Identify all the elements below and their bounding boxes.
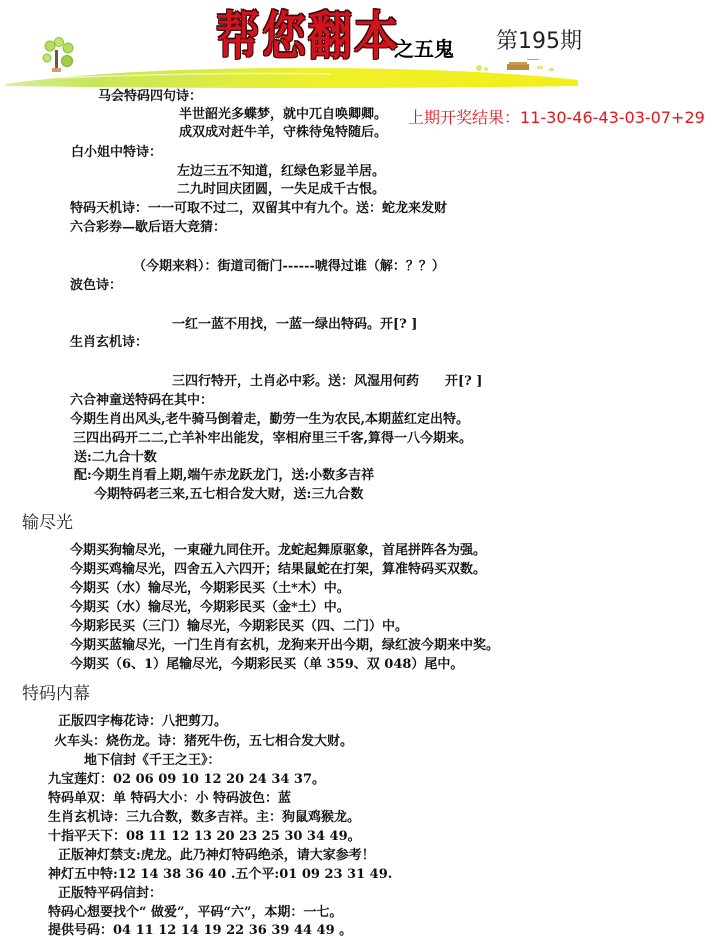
section-heading: 特码内幕 (22, 684, 90, 704)
poem-line: 配:今期生肖看上期,端午赤龙跃龙门，送:小数多吉祥 (74, 468, 375, 483)
poem-line: 今期特码老三来,五七相合发大财，送:三九合数 (94, 487, 364, 502)
header-banner (0, 0, 720, 90)
last-result-label: 上期开奖结果： (408, 108, 521, 127)
poem-heading: 六合彩券—歇后语大竞猜： (70, 220, 227, 235)
poem-line: 左边三五不知道，红绿色彩显羊居。 (177, 164, 386, 179)
section-line: 今期买（水）输尽光，今期彩民买（土*木）中。 (70, 581, 350, 596)
section-line: 正版神灯禁支:虎龙。此乃神灯特码绝杀，请大家参考！ (58, 848, 375, 863)
section-line: 今期买蓝输尽光，一门生肖有玄机，龙狗来开出今期，绿红波今期来中奖。 (70, 638, 500, 653)
section-line: 地下信封《千王之王》： (84, 753, 221, 768)
section-line: 今期买（水）输尽光，今期彩民买（金*土）中。 (70, 600, 350, 615)
poem-line: （今期来料）：街道司衙门------唬得过谁（解：？？） (133, 259, 445, 274)
poem-line: 成双成对赶牛羊，守株待兔特随后。 (179, 125, 388, 140)
last-result (408, 108, 705, 128)
section-heading: 输尽光 (22, 513, 73, 533)
poem-line: 二九时回庆团圆，一失足成千古恨。 (177, 182, 386, 197)
poem-line: 三四行特开，土肖必中彩。送：风湿用何药 开[? ] (172, 374, 483, 389)
section-line: 今期彩民买（三门）输尽光，今期彩民买（四、二门）中。 (70, 619, 409, 634)
page-subtitle: 之五鬼 (394, 37, 454, 61)
section-line: 九宝莲灯：02 06 09 10 12 20 24 34 37。 (48, 772, 326, 787)
section-line: 提供号码：04 11 12 14 19 22 36 39 44 49 。 (48, 923, 353, 938)
poem-heading: 生肖玄机诗： (70, 335, 149, 350)
poem-line: 三四出码开二二,亡羊补牢出能发，宰相府里三千客,算得一八今期来。 (73, 431, 473, 446)
section-line: 火车头：烧伤龙。诗：猪死牛伤，五七相合发大财。 (54, 734, 354, 749)
issue-number: 第195期 (496, 29, 582, 54)
poem-heading: 六合神童送特码在其中： (70, 393, 214, 408)
section-line: 今期买狗输尽光，一東碰九同住开。龙蛇起舞原驱象，首尾拼阵各为强。 (70, 543, 487, 558)
poem-heading: 白小姐中特诗： (71, 145, 163, 160)
poem-line: 今期生肖出风头,老牛骑马倒着走，勤劳一生为农民,本期蓝红定出特。 (70, 412, 470, 427)
last-result-numbers: 11-30-46-43-03-07+29 (520, 108, 705, 127)
section-line: 今期买（6、1）尾输尽光，今期彩民买（单 359、双 048）尾中。 (70, 657, 464, 672)
section-line: 十指平天下：08 11 12 13 20 23 25 30 34 49。 (48, 829, 361, 844)
section-line: 生肖玄机诗：三九合数，数多吉祥。主：狗鼠鸡猴龙。 (48, 810, 361, 825)
poem-heading: 波色诗： (70, 278, 123, 293)
issue-underline (527, 59, 539, 60)
poem-line: 特码天机诗：一一可取不过二，双留其中有九个。送：蛇龙来发财 (70, 201, 448, 216)
poem-line: 半世韶光多蝶梦，就中兀自唤卿卿。 (179, 107, 388, 122)
section-line: 特码心想要找个“ 做爱”，平码“六”，本期：一七。 (48, 905, 343, 920)
section-line: 特码单双：单 特码大小：小 特码波色：蓝 (48, 791, 292, 806)
tree-icon (36, 36, 80, 76)
poem-heading: 马会特码四句诗： (98, 89, 203, 104)
section-line: 今期买鸡输尽光，四舍五入六四开；结果鼠蛇在打架，算准特码买双数。 (70, 562, 487, 577)
section-line: 神灯五中特:12 14 38 36 40 .五个平:01 09 23 31 49. (48, 867, 393, 882)
poem-line: 一红一蓝不用找，一蓝一绿出特码。开[? ] (172, 317, 418, 332)
section-line: 正版特平码信封： (58, 886, 163, 901)
house-sun-decoration (465, 56, 575, 80)
page-title: 帮您翻本 (216, 6, 400, 67)
poem-line: 送:二九合十数 (74, 450, 157, 465)
section-line: 正版四字梅花诗：八把剪刀。 (58, 714, 228, 729)
